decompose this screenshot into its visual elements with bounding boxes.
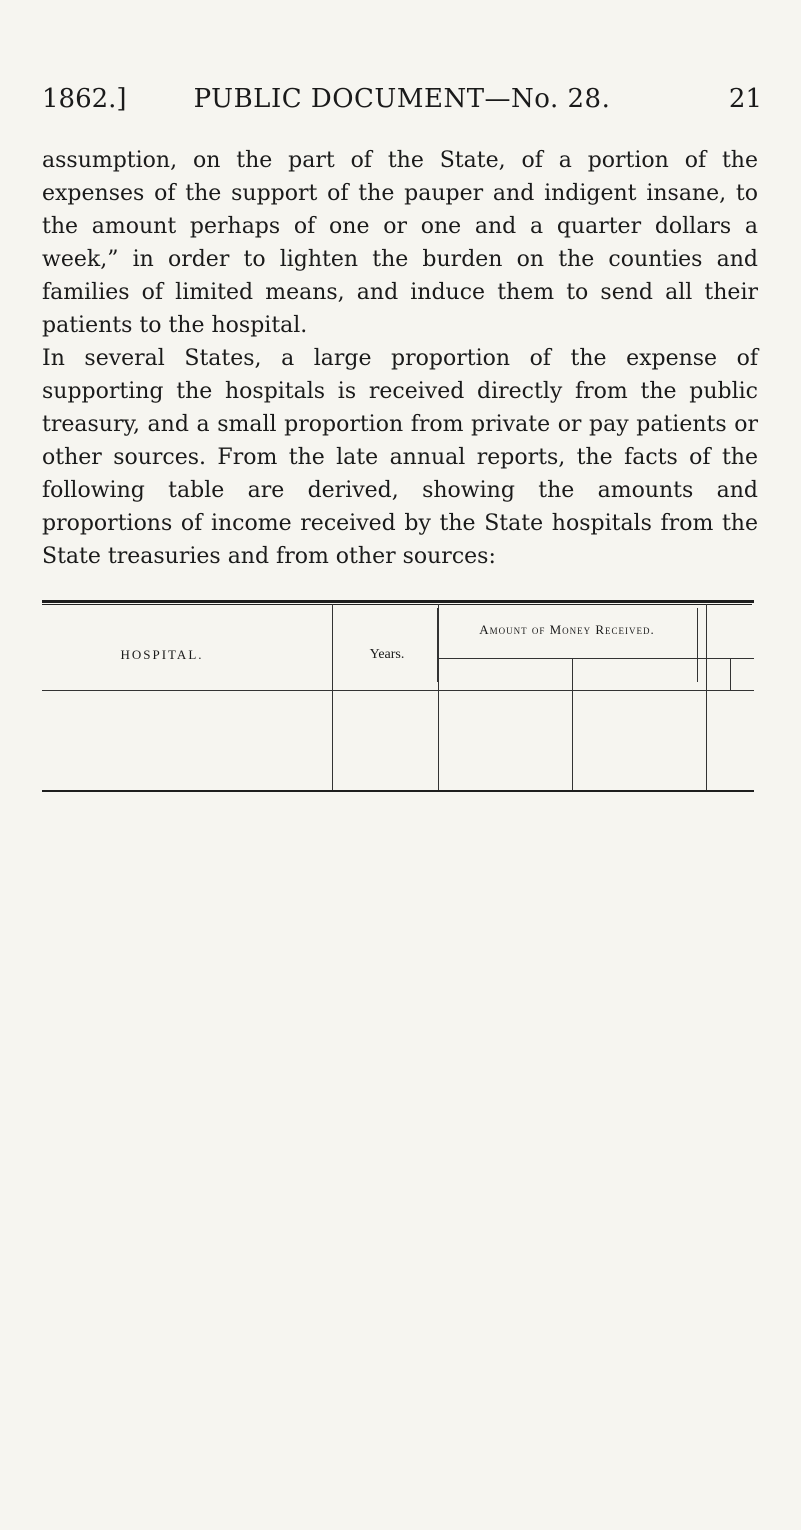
v-divider-3 [697,608,698,682]
amount-column-header: Amount of Money Received. [479,622,655,637]
table-top-rule-thin [42,604,752,605]
paragraph-continuation: assumption, on the part of the State, of a portion of the expenses of the support of the pauper and indigent insane, to the amount perhaps of one or one and a quarter dollars a week,” in order to lighten the burden on the counties and families of limited means, and induce them to send all their patients to the hospital. [42,148,758,338]
table-top-rule [42,600,752,603]
hospital-column-header: HOSPITAL. [120,647,204,662]
header-year: 1862.] [42,84,127,114]
running-header [42,84,762,124]
header-title: PUBLIC DOCUMENT—No. 28. [193,84,611,114]
page-number: 21 [728,84,762,114]
paragraph-second: In several States, a large proportion of the expense of supporting the hospitals is received directly from the public treasury, and a small proportion from private or pay patients or other sources. From the late annual reports, the facts of the following table are derived, showing the amounts and proportions of income received by the State hospitals from the State treasuries and from other sources: [42,346,758,569]
intro-paragraphs [42,144,758,573]
v-divider-1 [332,608,333,682]
years-column-header: Years. [369,647,405,662]
v-divider-2 [437,608,438,682]
income-table [42,600,752,800]
